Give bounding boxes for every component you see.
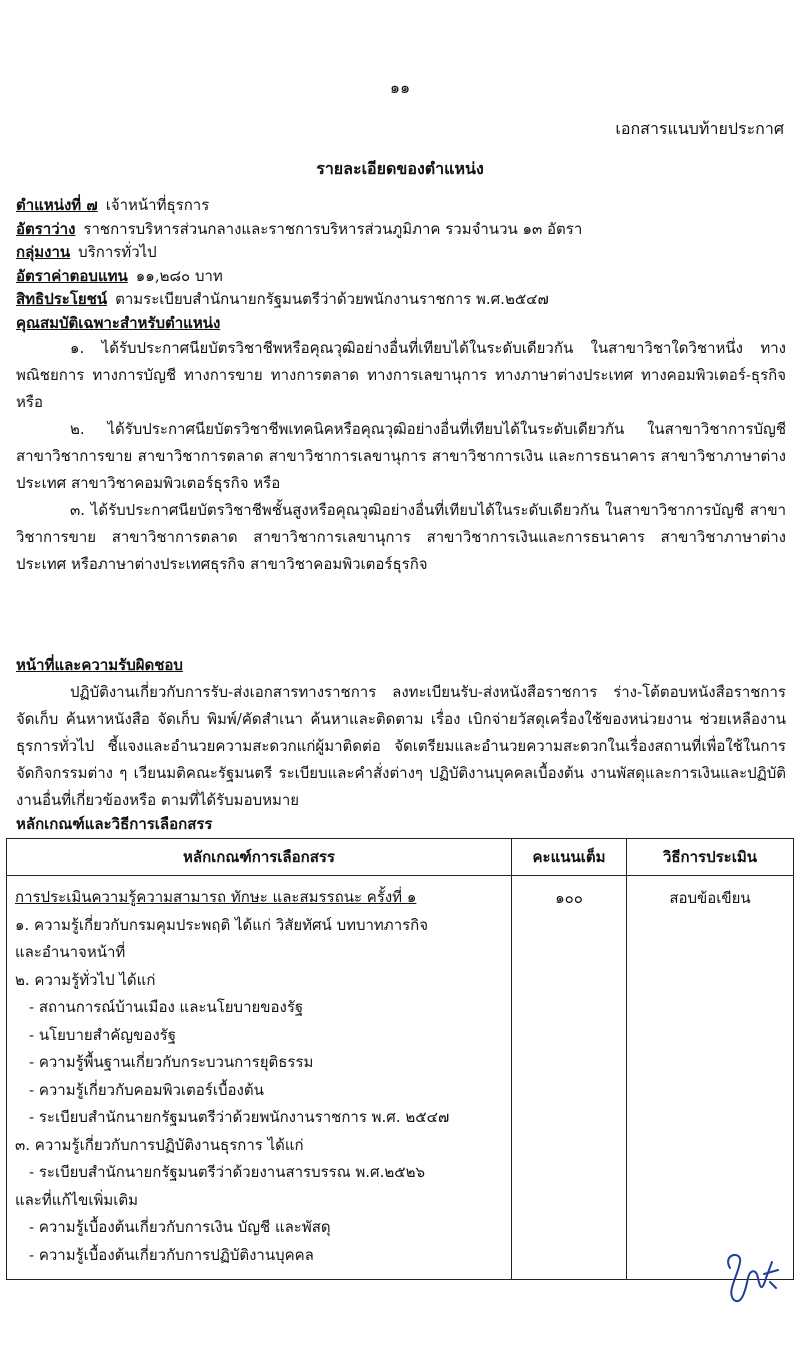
group-row [16, 241, 786, 265]
position-value: เจ้าหน้าที่ธุรการ [105, 196, 210, 214]
criteria-line-2: ๒. ความรู้ทั่วไป ได้แก่ [15, 970, 156, 989]
criteria-table [6, 838, 794, 1280]
score-cell: ๑๐๐ [512, 876, 627, 1280]
list-item: - ความรู้เบื้องต้นเกี่ยวกับการปฏิบัติงานบุคคล [29, 1245, 314, 1264]
position-details [16, 194, 786, 578]
criteria-heading: หลักเกณฑ์และวิธีการเลือกสรร [16, 815, 213, 833]
salary-row [16, 265, 786, 289]
benefit-label: สิทธิประโยชน์ [16, 290, 108, 308]
column-header-criteria: หลักเกณฑ์การเลือกสรร [7, 839, 512, 876]
duties-text: ปฏิบัติงานเกี่ยวกับการรับ-ส่งเอกสารทางราชการ ลงทะเบียนรับ-ส่งหนังสือราชการ ร่าง-โต้ตอบหนังสือราชการ จัดเก็บ ค้นหาหนังสือ จัดเก็บ พิมพ์/คัดสำเนา ค้นหาและติดตาม เรื่อง เบิกจ่ายวัสดุเครื่องใช้ของหน่วยงาน ช่วยเหลืองานธุรการทั่วไป ชี้แจงและอำนวยความสะดวกแก่ผู้มาติดต่อ จัดเตรียมและอำนวยความสะดวกในเรื่องสถานที่เพื่อใช้ในการจัดกิจกรรมต่าง ๆ เวียนมติคณะรัฐมนตรี ระเบียบและคำสั่งต่างๆ ปฏิบัติงานบุคคลเบื้องต้น งานพัสดุและการเงินและปฏิบัติงานอื่นที่เกี่ยวข้องหรือ ตามที่ได้รับมอบหมาย [16, 683, 786, 809]
qualification-item-3: ๓. ได้รับประกาศนียบัตรวิชาชีพชั้นสูงหรือคุณวุฒิอย่างอื่นที่เทียบได้ในระดับเดียวกัน ในสาขาวิชาการบัญชี สาขาวิชาการขาย สาขาวิชาการตลาด สาขาวิชาการเลขานุการ สาขาวิชาการเงินและการธนาคาร สาขาวิชาภาษาต่างประเทศ หรือภาษาต่างประเทศธุรกิจ สาขาวิชาคอมพิวเตอร์ธุรกิจ [16, 501, 786, 573]
criteria-header-row [7, 839, 794, 876]
vacancy-value: ราชการบริหารส่วนกลางและราชการบริหารส่วนภูมิภาค รวมจำนวน ๑๓ อัตรา [83, 219, 583, 238]
salary-label: อัตราค่าตอบแทน [16, 266, 128, 285]
document-title: รายละเอียดของตำแหน่ง [316, 159, 484, 178]
list-item: - ความรู้เบื้องต้นเกี่ยวกับการเงิน บัญชี และพัสดุ [29, 1218, 331, 1236]
handwritten-initials-signature [720, 1248, 782, 1306]
position-row [16, 194, 786, 218]
group-value: บริการทั่วไป [78, 243, 157, 261]
column-header-method: วิธีการประเมิน [627, 839, 794, 876]
group-label: กลุ่มงาน [16, 243, 71, 261]
qualifications-heading: คุณสมบัติเฉพาะสำหรับตำแหน่ง [16, 313, 221, 332]
criteria-line-1b: และอำนาจหน้าที่ [15, 943, 126, 961]
page-number: ๑๑ [389, 78, 411, 97]
list-item: - ระเบียบสำนักนายกรัฐมนตรีว่าด้วยพนักงานราชการ พ.ศ. ๒๕๔๗ [29, 1108, 450, 1126]
list-item: - นโยบายสำคัญของรัฐ [29, 1025, 176, 1044]
criteria-line-3: ๓. ความรู้เกี่ยวกับการปฏิบัติงานธุรการ ได้แก่ [15, 1135, 304, 1154]
benefit-value: ตามระเบียบสำนักนายกรัฐมนตรีว่าด้วยพนักงานราชการ พ.ศ.๒๕๔๗ [115, 290, 549, 308]
list-item: - ระเบียบสำนักนายกรัฐมนตรีว่าด้วยงานสารบรรณ พ.ศ.๒๕๒๖ [29, 1163, 425, 1181]
qualification-item-1: ๑. ได้รับประกาศนียบัตรวิชาชีพหรือคุณวุฒิอย่างอื่นที่เทียบได้ในระดับเดียวกัน ในสาขาวิชาใดวิชาหนึ่ง ทางพณิชยการ ทางการบัญชี ทางการขาย ทางการตลาด ทางการเลขานุการ ทางภาษาต่างประเทศ ทางคอมพิวเตอร์-ธุรกิจ หรือ [16, 339, 786, 411]
vacancy-row [16, 218, 786, 242]
method-cell: สอบข้อเขียน [627, 876, 794, 1280]
vacancy-label: อัตราว่าง [16, 219, 76, 238]
list-item: - ความรู้พื้นฐานเกี่ยวกับกระบวนการยุติธรรม [29, 1053, 314, 1071]
position-label: ตำแหน่งที่ ๗ [16, 196, 98, 214]
list-item: - สถานการณ์บ้านเมือง และนโยบายของรัฐ [29, 998, 304, 1016]
list-item: - ความรู้เกี่ยวกับคอมพิวเตอร์เบื้องต้น [29, 1080, 264, 1099]
table-row [7, 876, 794, 1280]
criteria-cell [7, 876, 512, 1280]
column-header-score: คะแนนเต็ม [512, 839, 627, 876]
salary-value: ๑๑,๒๘๐ บาท [135, 266, 223, 285]
duties-heading: หน้าที่และความรับผิดชอบ [16, 656, 183, 674]
qualification-item-2: ๒. ได้รับประกาศนียบัตรวิชาชีพเทคนิคหรือคุณวุฒิอย่างอื่นที่เทียบได้ในระดับเดียวกัน ในสาขาวิชาการบัญชี สาขาวิชาการขาย สาขาวิชาการตลาด สาขาวิชาการเลขานุการ สาขาวิชาการเงิน และการธนาคาร สาขาวิชาภาษาต่างประเทศ สาขาวิชาคอมพิวเตอร์ธุรกิจ หรือ [16, 420, 786, 492]
annex-label: เอกสารแนบท้ายประกาศ [615, 119, 784, 138]
benefit-row [16, 288, 786, 312]
list-item-continuation: และที่แก้ไขเพิ่มเติม [15, 1190, 139, 1209]
signature-stroke [728, 1255, 778, 1301]
duties-section [16, 652, 786, 814]
assessment-title: การประเมินความรู้ความสามารถ ทักษะ และสมรรถนะ ครั้งที่ ๑ [15, 888, 417, 906]
criteria-line-1a: ๑. ความรู้เกี่ยวกับกรมคุมประพฤติ ได้แก่ วิสัยทัศน์ บทบาทภารกิจ [15, 915, 429, 934]
